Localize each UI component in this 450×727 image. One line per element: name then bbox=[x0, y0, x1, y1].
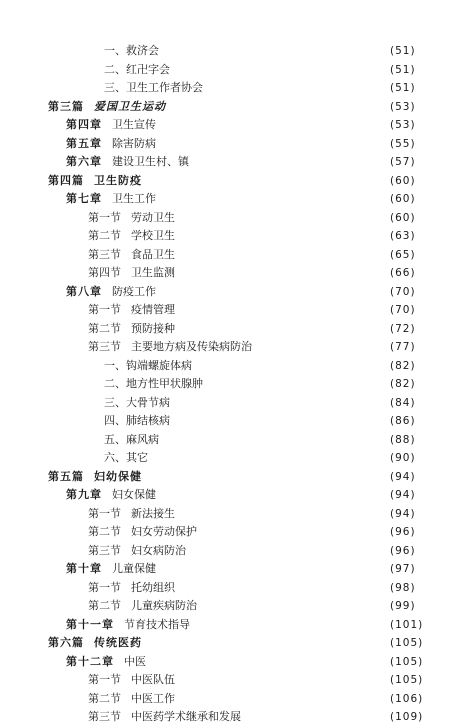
toc-entry-title: 爱国卫生运动 bbox=[94, 99, 166, 113]
toc-entry-title: 托幼组织 bbox=[131, 580, 175, 594]
toc-entry bbox=[0, 79, 450, 98]
toc-entry-title: 除害防病 bbox=[112, 136, 156, 150]
toc-entry bbox=[0, 486, 450, 505]
toc-entry bbox=[0, 172, 450, 191]
toc-entry-label bbox=[104, 61, 172, 80]
toc-entry-label bbox=[88, 227, 177, 246]
toc-entry-number: 第五章 bbox=[66, 136, 102, 150]
toc-entry-label bbox=[88, 246, 177, 265]
toc-entry-page: (88) bbox=[390, 431, 442, 450]
toc-entry-page: (70) bbox=[390, 283, 442, 302]
toc-entry-title: 中医 bbox=[124, 654, 146, 668]
toc-entry-label bbox=[104, 449, 150, 468]
toc-entry bbox=[0, 227, 450, 246]
toc-entry-number: 第一节 bbox=[88, 303, 121, 316]
toc-entry-number: 第二节 bbox=[88, 691, 121, 705]
toc-entry-number: 一、 bbox=[104, 44, 126, 57]
toc-entry-page: (97) bbox=[390, 560, 442, 579]
toc-entry-number: 第三节 bbox=[88, 247, 121, 261]
toc-entry bbox=[0, 246, 450, 265]
toc-entry-label bbox=[104, 431, 161, 450]
toc-entry-number: 第六篇 bbox=[48, 636, 84, 649]
toc-entry-page: (66) bbox=[390, 264, 442, 283]
toc-entry-title: 预防接种 bbox=[131, 321, 175, 335]
toc-entry-label bbox=[66, 283, 158, 302]
toc-entry-page: (90) bbox=[390, 449, 442, 468]
toc-entry-number: 第二节 bbox=[88, 599, 121, 612]
toc-entry-label bbox=[88, 505, 177, 524]
toc-entry-number: 第一节 bbox=[88, 210, 121, 224]
toc-entry-label bbox=[48, 98, 168, 117]
toc-entry-label bbox=[66, 190, 158, 209]
toc-entry bbox=[0, 190, 450, 209]
toc-entry-page: (60) bbox=[390, 190, 442, 209]
toc-entry bbox=[0, 301, 450, 320]
toc-entry bbox=[0, 579, 450, 598]
toc-entry-label bbox=[88, 542, 188, 561]
toc-entry-number: 第十二章 bbox=[66, 654, 114, 668]
toc-entry bbox=[0, 431, 450, 450]
toc-entry-title: 卫生工作 bbox=[112, 192, 156, 205]
toc-entry-label bbox=[88, 690, 177, 709]
toc-entry-page: (51) bbox=[390, 42, 442, 61]
toc-entry-number: 第八章 bbox=[66, 284, 102, 298]
toc-entry-number: 第一节 bbox=[88, 580, 121, 594]
toc-entry-number: 第四章 bbox=[66, 118, 102, 131]
toc-entry-page: (105) bbox=[390, 634, 442, 653]
toc-entry-number: 第十章 bbox=[66, 562, 102, 575]
toc-entry-title: 节育技术指导 bbox=[124, 617, 190, 631]
toc-entry-page: (96) bbox=[390, 523, 442, 542]
toc-entry-title: 中医队伍 bbox=[131, 673, 175, 686]
toc-entry-page: (60) bbox=[390, 209, 442, 228]
toc-entry-page: (51) bbox=[390, 79, 442, 98]
toc-entry-label bbox=[66, 486, 158, 505]
toc-entry-page: (84) bbox=[390, 394, 442, 413]
toc-entry bbox=[0, 135, 450, 154]
toc-entry-page: (53) bbox=[390, 98, 442, 117]
toc-entry-page: (72) bbox=[390, 320, 442, 339]
toc-entry-number: 第十一章 bbox=[66, 617, 114, 631]
toc-entry-label bbox=[88, 523, 199, 542]
toc-entry-label bbox=[66, 135, 158, 154]
toc-entry-title: 传统医药 bbox=[94, 636, 142, 649]
toc-entry-page: (82) bbox=[390, 375, 442, 394]
toc-entry bbox=[0, 394, 450, 413]
toc-entry-page: (82) bbox=[390, 357, 442, 376]
toc-entry-title: 大骨节病 bbox=[126, 395, 170, 409]
toc-entry-title: 中医药学术继承和发展 bbox=[131, 710, 241, 723]
toc-entry-title: 建设卫生村、镇 bbox=[112, 155, 189, 168]
toc-entry-label bbox=[66, 653, 148, 672]
toc-entry-number: 二、 bbox=[104, 377, 126, 390]
toc-entry-number: 第四节 bbox=[88, 266, 121, 279]
toc-entry-number: 第四篇 bbox=[48, 173, 84, 187]
toc-entry-page: (51) bbox=[390, 61, 442, 80]
toc-entry-number: 第三篇 bbox=[48, 99, 84, 113]
toc-entry-page: (77) bbox=[390, 338, 442, 357]
toc-entry-title: 地方性甲状腺肿 bbox=[126, 377, 203, 390]
toc-entry bbox=[0, 616, 450, 635]
toc-entry-title: 卫生防疫 bbox=[94, 173, 142, 187]
toc-entry bbox=[0, 597, 450, 616]
table-of-contents bbox=[0, 42, 450, 727]
toc-entry-number: 第二节 bbox=[88, 229, 121, 242]
toc-entry-number: 第三节 bbox=[88, 340, 121, 353]
toc-entry bbox=[0, 375, 450, 394]
toc-entry-label bbox=[66, 116, 158, 135]
toc-entry-page: (70) bbox=[390, 301, 442, 320]
toc-entry bbox=[0, 42, 450, 61]
toc-entry bbox=[0, 98, 450, 117]
toc-entry-page: (57) bbox=[390, 153, 442, 172]
toc-entry-title: 新法接生 bbox=[131, 506, 175, 520]
toc-entry-number: 一、 bbox=[104, 358, 126, 372]
toc-entry bbox=[0, 61, 450, 80]
toc-entry-title: 红卍字会 bbox=[126, 62, 170, 76]
toc-entry-label bbox=[88, 320, 177, 339]
toc-entry bbox=[0, 153, 450, 172]
toc-entry-number: 第五篇 bbox=[48, 469, 84, 483]
toc-entry-number: 四、 bbox=[104, 414, 126, 427]
toc-entry-label bbox=[66, 560, 158, 579]
toc-entry-page: (86) bbox=[390, 412, 442, 431]
toc-entry-label bbox=[104, 394, 172, 413]
toc-entry-page: (105) bbox=[390, 671, 442, 690]
toc-entry bbox=[0, 634, 450, 653]
toc-entry-number: 第九章 bbox=[66, 488, 102, 501]
toc-entry-title: 妇女保健 bbox=[112, 488, 156, 501]
toc-entry bbox=[0, 690, 450, 709]
toc-entry-label bbox=[66, 153, 191, 172]
toc-entry-label bbox=[88, 338, 254, 357]
toc-entry-title: 劳动卫生 bbox=[131, 210, 175, 224]
toc-entry-title: 钩端螺旋体病 bbox=[126, 358, 192, 372]
toc-entry bbox=[0, 505, 450, 524]
toc-entry-page: (63) bbox=[390, 227, 442, 246]
toc-entry bbox=[0, 449, 450, 468]
toc-entry-label bbox=[104, 412, 172, 431]
toc-entry-title: 救济会 bbox=[126, 44, 159, 57]
toc-entry-label bbox=[48, 172, 144, 191]
toc-entry-number: 二、 bbox=[104, 62, 126, 76]
toc-entry-page: (98) bbox=[390, 579, 442, 598]
toc-entry-title: 其它 bbox=[126, 451, 148, 464]
toc-entry-label bbox=[48, 634, 144, 653]
toc-entry-number: 第六章 bbox=[66, 155, 102, 168]
toc-entry-label bbox=[88, 579, 177, 598]
toc-entry bbox=[0, 542, 450, 561]
toc-entry-title: 妇女病防治 bbox=[131, 543, 186, 557]
toc-entry-label bbox=[88, 708, 243, 727]
toc-entry-label bbox=[88, 264, 177, 283]
toc-entry bbox=[0, 116, 450, 135]
toc-entry-title: 麻风病 bbox=[126, 432, 159, 446]
toc-entry-title: 妇女劳动保护 bbox=[131, 525, 197, 538]
toc-entry bbox=[0, 468, 450, 487]
toc-entry-title: 肺结核病 bbox=[126, 414, 170, 427]
toc-entry-title: 主要地方病及传染病防治 bbox=[131, 340, 252, 353]
toc-entry bbox=[0, 264, 450, 283]
toc-entry-title: 儿童疾病防治 bbox=[131, 599, 197, 612]
toc-entry-number: 第二节 bbox=[88, 321, 121, 335]
toc-entry bbox=[0, 320, 450, 339]
toc-entry-label bbox=[104, 375, 205, 394]
toc-entry-title: 学校卫生 bbox=[131, 229, 175, 242]
toc-entry bbox=[0, 412, 450, 431]
toc-entry bbox=[0, 560, 450, 579]
toc-entry-page: (94) bbox=[390, 486, 442, 505]
toc-entry-title: 妇幼保健 bbox=[94, 469, 142, 483]
toc-entry bbox=[0, 283, 450, 302]
toc-entry bbox=[0, 523, 450, 542]
toc-entry-page: (101) bbox=[390, 616, 442, 635]
toc-entry-page: (65) bbox=[390, 246, 442, 265]
toc-entry-page: (55) bbox=[390, 135, 442, 154]
toc-entry-title: 卫生宣传 bbox=[112, 118, 156, 131]
toc-entry bbox=[0, 708, 450, 727]
toc-entry-number: 第三节 bbox=[88, 710, 121, 723]
toc-entry-title: 中医工作 bbox=[131, 691, 175, 705]
toc-entry-label bbox=[66, 616, 192, 635]
toc-entry-title: 卫生工作者协会 bbox=[126, 81, 203, 94]
toc-entry-label bbox=[48, 468, 144, 487]
toc-entry-page: (106) bbox=[390, 690, 442, 709]
toc-entry-number: 第二节 bbox=[88, 525, 121, 538]
toc-entry-page: (53) bbox=[390, 116, 442, 135]
toc-entry-number: 第三节 bbox=[88, 543, 121, 557]
toc-entry-title: 食品卫生 bbox=[131, 247, 175, 261]
toc-entry-number: 六、 bbox=[104, 451, 126, 464]
toc-entry-page: (96) bbox=[390, 542, 442, 561]
toc-entry-page: (99) bbox=[390, 597, 442, 616]
toc-entry-label bbox=[88, 671, 177, 690]
toc-entry-label bbox=[88, 301, 177, 320]
toc-entry-label bbox=[104, 79, 205, 98]
toc-entry-label bbox=[104, 357, 194, 376]
toc-entry bbox=[0, 209, 450, 228]
toc-entry-page: (105) bbox=[390, 653, 442, 672]
toc-entry-number: 第一节 bbox=[88, 673, 121, 686]
toc-entry-page: (109) bbox=[390, 708, 442, 727]
toc-entry bbox=[0, 653, 450, 672]
toc-entry-number: 五、 bbox=[104, 432, 126, 446]
toc-entry-title: 儿童保健 bbox=[112, 562, 156, 575]
toc-entry-label bbox=[88, 597, 199, 616]
toc-entry-label bbox=[104, 42, 161, 61]
toc-entry bbox=[0, 357, 450, 376]
toc-entry bbox=[0, 671, 450, 690]
toc-entry-number: 三、 bbox=[104, 81, 126, 94]
toc-entry-page: (94) bbox=[390, 505, 442, 524]
toc-entry-number: 第七章 bbox=[66, 192, 102, 205]
toc-entry-title: 防疫工作 bbox=[112, 284, 156, 298]
toc-entry-number: 三、 bbox=[104, 395, 126, 409]
toc-entry-title: 卫生监测 bbox=[131, 266, 175, 279]
toc-entry-label bbox=[88, 209, 177, 228]
toc-entry-number: 第一节 bbox=[88, 506, 121, 520]
toc-entry-page: (60) bbox=[390, 172, 442, 191]
toc-entry-title: 疫情管理 bbox=[131, 303, 175, 316]
toc-entry-page: (94) bbox=[390, 468, 442, 487]
toc-entry bbox=[0, 338, 450, 357]
